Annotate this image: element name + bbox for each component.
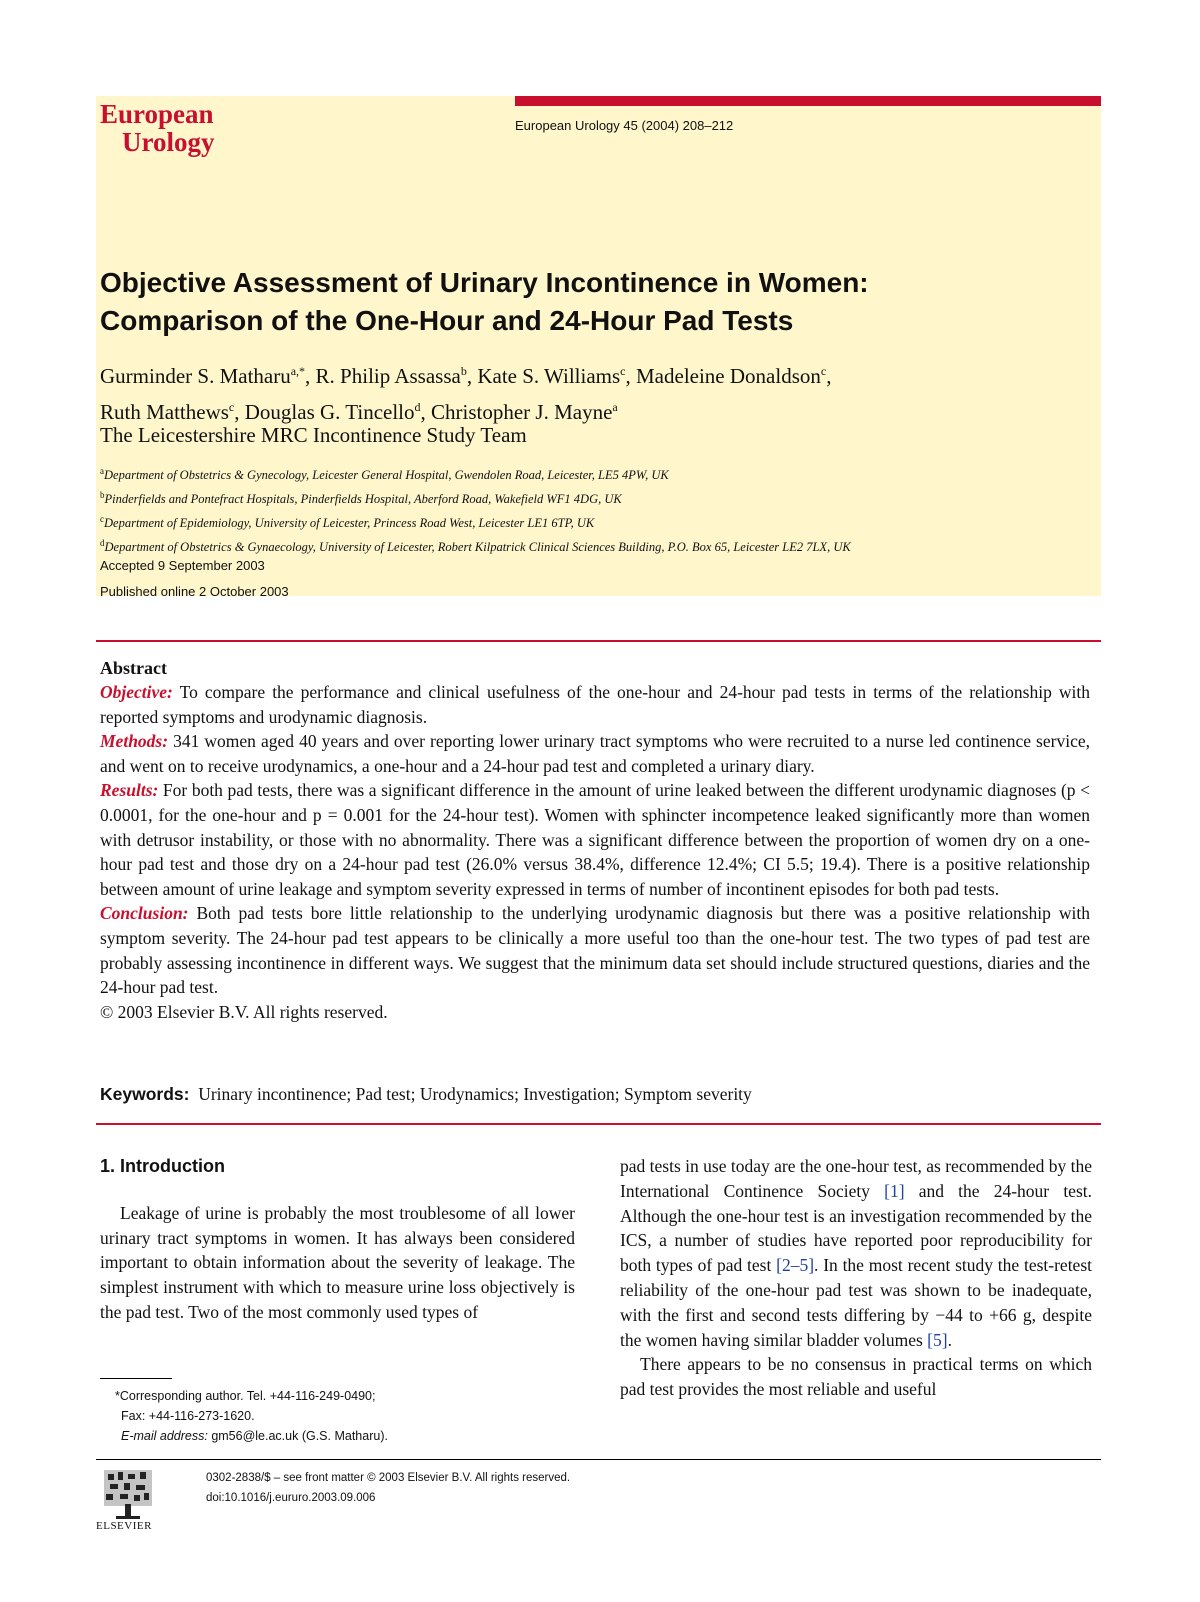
author-list [100, 356, 1090, 428]
header-red-rule [515, 96, 1101, 106]
section-heading: 1. Introduction [100, 1156, 225, 1176]
author: R. Philip Assassa$^b$, [315, 364, 478, 388]
issn-doi [206, 1468, 570, 1508]
journal-logo [100, 100, 215, 156]
abstract-objective: Objective: To compare the performance and clinical usefulness of the one-hour and 24-hour pad tests in terms of the relationship with reported symptoms and urodynamic diagnosis. [100, 682, 1090, 727]
keywords-rule [96, 1123, 1101, 1125]
keywords-label: Keywords: [100, 1084, 190, 1104]
elsevier-tree-logo-icon [96, 1466, 160, 1522]
accepted-date: Accepted 9 September 2003 [100, 558, 265, 573]
title-line1: Objective Assessment of Urinary Incontinence in Women: [100, 267, 869, 298]
corresponding-footnote: *Corresponding author. Tel. +44-116-249-0490; Fax: +44-116-273-1620. E-mail address: gm56@le.ac.uk (G.S. Matharu). [115, 1389, 388, 1443]
citation-link[interactable]: [2–5] [776, 1255, 815, 1276]
affiliation: $^a$Department of Obstetrics & Gynecology, Leicester General Hospital, Gwendolen Road, Leicester, LE5 4PW, UK [100, 466, 669, 483]
author: Madeleine Donaldson$^c$, [636, 364, 832, 388]
affiliation: $^b$Pinderfields and Pontefract Hospitals, Pinderfields Hospital, Aberford Road, Wakefield WF1 4DG, UK [100, 490, 622, 507]
elsevier-wordmark: ELSEVIER [96, 1520, 152, 1532]
abstract-conclusion: Conclusion: Both pad tests bore little relationship to the underlying urodynamic diagnosis but there was a positive relationship with symptom severity. The 24-hour pad test appears to be clinically a more useful too than the one-hour test. The two types of pad test are probably assessing incontinence in different ways. We suggest that the minimum data set should include structured questions, diaries and the 24-hour pad test. [100, 903, 1090, 998]
abstract [100, 656, 1090, 1024]
abstract-top-rule [96, 640, 1101, 642]
issn-line: 0302-2838/$ – see front matter © 2003 Elsevier B.V. All rights reserved. [206, 1472, 571, 1484]
author: Gurminder S. Matharu$^{a,*}$, [100, 364, 316, 388]
affiliations [100, 461, 1100, 558]
keywords-text: Urinary incontinence; Pad test; Urodynamics; Investigation; Symptom severity [198, 1084, 752, 1104]
published-date: Published online 2 October 2003 [100, 584, 289, 599]
affiliation: $^c$Department of Epidemiology, University of Leicester, Princess Road West, Leicester LE1 6TP, UK [100, 514, 595, 531]
logo-line2: Urology [122, 127, 215, 157]
abstract-methods: Methods: 341 women aged 40 years and over reporting lower urinary tract symptoms who were recruited to a nurse led continence service, and went on to receive urodynamics, a one-hour and a 24-hour pad test and completed a urinary diary. [100, 731, 1090, 776]
article-dates [100, 553, 289, 605]
abstract-heading: Abstract [100, 658, 167, 678]
journal-citation: European Urology 45 (2004) 208–212 [515, 118, 734, 133]
study-team: The Leicestershire MRC Incontinence Study Team [100, 423, 527, 447]
copyright: © 2003 Elsevier B.V. All rights reserved. [100, 1001, 388, 1022]
right-column [620, 1154, 1092, 1402]
citation-link[interactable]: [1] [884, 1180, 905, 1201]
title-line2: Comparison of the One-Hour and 24-Hour Pad Tests [100, 305, 794, 336]
logo-line1: European [100, 99, 214, 129]
author: Christopher J. Mayne$^a$ [431, 400, 618, 424]
intro-paragraph-continued: pad tests in use today are the one-hour test, as recommended by the International Continence Society [1] and the 24-hour test. Although the one-hour test is an investigation recommended by the ICS, a number of studies have reported poor reproducibility for both types of pad test [2–5]. In the most recent study the test-retest reliability of the one-hour pad test was shown to be inadequate, with the first and second tests differing by −44 to +66 g, despite the women having similar bladder volumes [5]. [620, 1156, 1092, 1350]
intro-paragraph: Leakage of urine is probably the most troublesome of all lower urinary tract symptoms in women. It has always been considered important to obtain information about the severity of leakage. The simplest instrument with which to measure urine loss objectively is the pad test. Two of the most commonly used types of [100, 1202, 575, 1322]
abstract-results: Results: For both pad tests, there was a significant difference in the amount of urine leaked between the different urodynamic diagnoses (p < 0.0001, for the one-hour and p = 0.001 for the 24-hour test). Women with sphincter incompetence leaked significantly more than women with detrusor instability, or those with no abnormality. There was a significant difference between the proportion of women dry on a one-hour pad test and those dry on a 24-hour pad test (26.0% versus 38.4%, difference 12.4%; CI 5.5; 19.4). There is a positive relationship between amount of urine leakage and symptom severity expressed in terms of number of incontinent episodes for both pad tests. [100, 780, 1090, 899]
author: Ruth Matthews$^c$, [100, 400, 245, 424]
doi-line[interactable]: doi:10.1016/j.eururo.2003.09.006 [206, 1492, 376, 1504]
left-column [100, 1154, 575, 1325]
intro-paragraph: There appears to be no consensus in practical terms on which pad test provides the most reliable and useful [620, 1354, 1092, 1400]
keywords [100, 1084, 752, 1105]
affiliation: $^d$Department of Obstetrics & Gynaecology, University of Leicester, Robert Kilpatrick Clinical Sciences Building, P.O. Box 65, Leicester LE2 7LX, UK [100, 538, 851, 555]
footnote-rule [100, 1378, 172, 1379]
footer-rule [96, 1459, 1101, 1460]
citation-link[interactable]: [5] [927, 1329, 948, 1350]
author: Kate S. Williams$^c$, [477, 364, 636, 388]
author: Douglas G. Tincello$^d$, [244, 400, 432, 424]
article-title [100, 264, 1090, 340]
email-link[interactable]: gm56@le.ac.uk (G.S. Matharu). [207, 1429, 388, 1443]
